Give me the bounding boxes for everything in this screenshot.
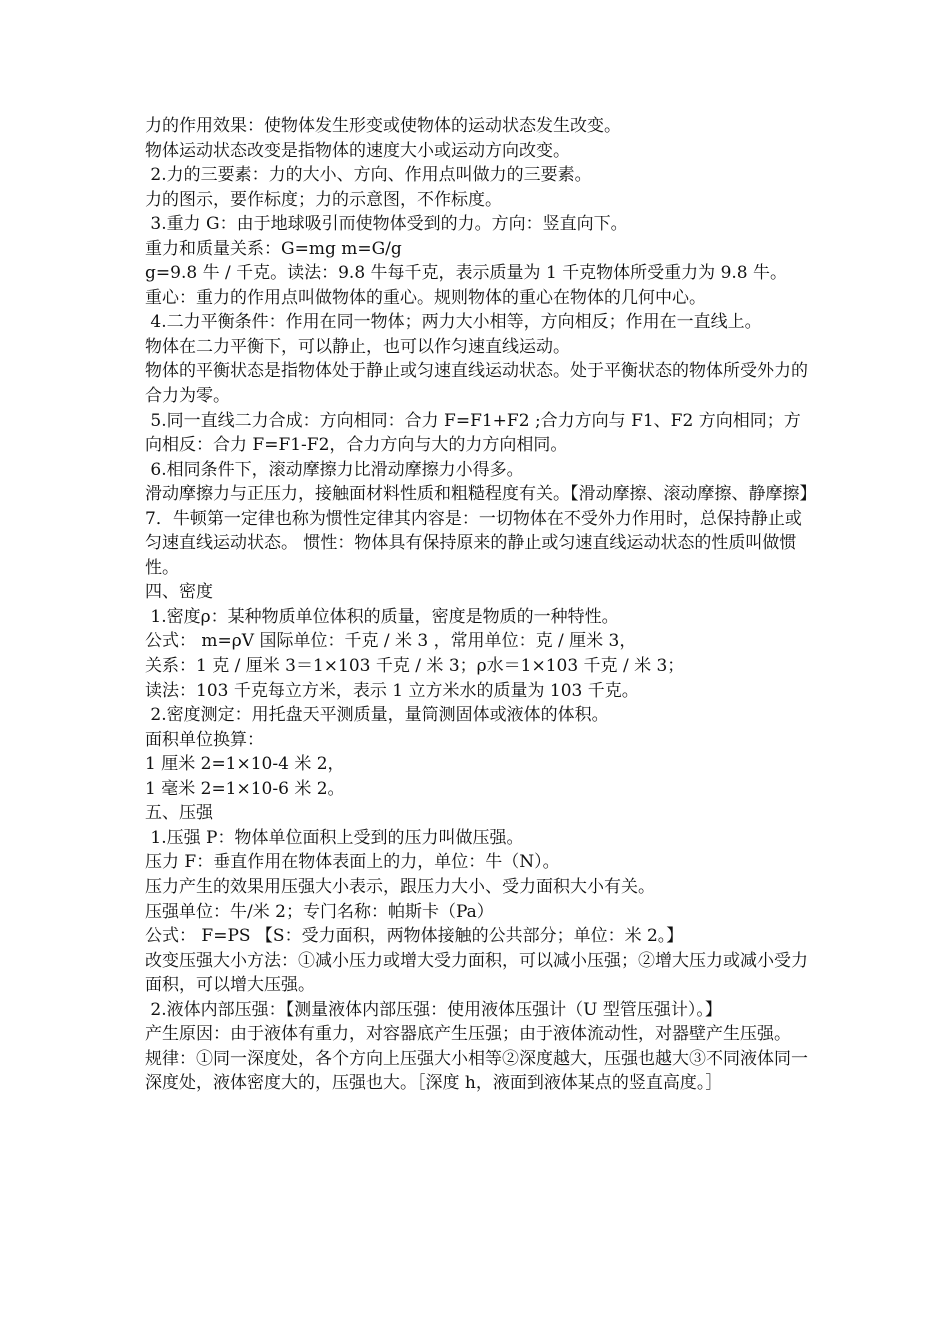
paragraph: 1 毫米 2=1×10-6 米 2。 <box>145 778 345 799</box>
paragraph: 1.压强 P：物体单位面积上受到的压力叫做压强。 <box>145 827 524 848</box>
paragraph: 滑动摩擦力与正压力，接触面材料性质和粗糙程度有关。【滑动摩擦、滚动摩擦、静摩擦】 <box>145 484 817 505</box>
paragraph: 重力和质量关系：G=mg m=G/g <box>145 238 402 259</box>
paragraph: 压强单位：牛/米 2；专门名称：帕斯卡（Pa） <box>145 901 494 922</box>
paragraph: 面积单位换算： <box>145 729 264 750</box>
paragraph: 改变压强大小方法：①减小压力或增大受力面积，可以减小压强；②增大压力或减小受力面积，可以增大压强。 <box>145 950 808 996</box>
paragraph: 物体在二力平衡下，可以静止，也可以作匀速直线运动。 <box>145 336 570 357</box>
paragraph: 3.重力 G：由于地球吸引而使物体受到的力。方向：竖直向下。 <box>145 214 628 235</box>
paragraph: 公式： m=ρV 国际单位：千克 / 米 3 ，常用单位：克 / 厘米 3， <box>145 631 637 652</box>
paragraph: 物体运动状态改变是指物体的速度大小或运动方向改变。 <box>145 140 570 161</box>
paragraph: 7．牛顿第一定律也称为惯性定律其内容是：一切物体在不受外力作用时，总保持静止或匀速直线运动状态。 惯性：物体具有保持原来的静止或匀速直线运动状态的性质叫做惯性。 <box>145 508 802 578</box>
paragraph: 读法：103 千克每立方米，表示 1 立方米水的质量为 103 千克。 <box>145 680 639 701</box>
paragraph: g=9.8 牛 / 千克。读法：9.8 牛每千克，表示质量为 1 千克物体所受重力为 9.8 牛。 <box>145 263 788 284</box>
paragraph: 2.密度测定：用托盘天平测质量，量筒测固体或液体的体积。 <box>145 705 609 726</box>
paragraph: 压力 F：垂直作用在物体表面上的力，单位：牛（N）。 <box>145 852 560 873</box>
paragraph: 1.密度ρ：某种物质单位体积的质量，密度是物质的一种特性。 <box>145 606 619 627</box>
paragraph: 2.力的三要素：力的大小、方向、作用点叫做力的三要素。 <box>145 165 592 186</box>
paragraph: 力的图示，要作标度；力的示意图，不作标度。 <box>145 189 502 210</box>
paragraph: 公式： F=PS 【S：受力面积，两物体接触的公共部分；单位：米 2。】 <box>145 926 684 947</box>
paragraph: 重心：重力的作用点叫做物体的重心。规则物体的重心在物体的几何中心。 <box>145 287 706 308</box>
paragraph: 压力产生的效果用压强大小表示，跟压力大小、受力面积大小有关。 <box>145 876 655 897</box>
paragraph: 物体的平衡状态是指物体处于静止或匀速直线运动状态。处于平衡状态的物体所受外力的合力为零。 <box>145 361 808 407</box>
paragraph: 4.二力平衡条件：作用在同一物体；两力大小相等，方向相反；作用在一直线上。 <box>145 312 762 333</box>
section-heading: 五、压强 <box>145 803 213 824</box>
paragraph: 5.同一直线二力合成：方向相同：合力 F=F1+F2 ;合力方向与 F1、F2 方向相同；方向相反：合力 F=F1-F2，合力方向与大的力方向相同。 <box>145 410 801 456</box>
paragraph: 6.相同条件下，滚动摩擦力比滑动摩擦力小得多。 <box>145 459 524 480</box>
paragraph: 1 厘米 2=1×10-4 米 2， <box>145 754 345 775</box>
paragraph: 产生原因：由于液体有重力，对容器底产生压强；由于液体流动性，对器壁产生压强。 <box>145 1024 791 1045</box>
document-body <box>145 114 817 1096</box>
paragraph: 力的作用效果：使物体发生形变或使物体的运动状态发生改变。 <box>145 116 621 136</box>
paragraph: 规律：①同一深度处，各个方向上压强大小相等②深度越大，压强也越大③不同液体同一深度处，液体密度大的，压强也大。［深度 h，液面到液体某点的竖直高度。］ <box>145 1048 808 1094</box>
paragraph: 2.液体内部压强：【测量液体内部压强：使用液体压强计（U 型管压强计）。】 <box>145 999 722 1020</box>
section-heading: 四、密度 <box>145 582 213 603</box>
paragraph: 关系：1 克 / 厘米 3＝1×103 千克 / 米 3；ρ水＝1×103 千克 / 米 3； <box>145 656 685 677</box>
